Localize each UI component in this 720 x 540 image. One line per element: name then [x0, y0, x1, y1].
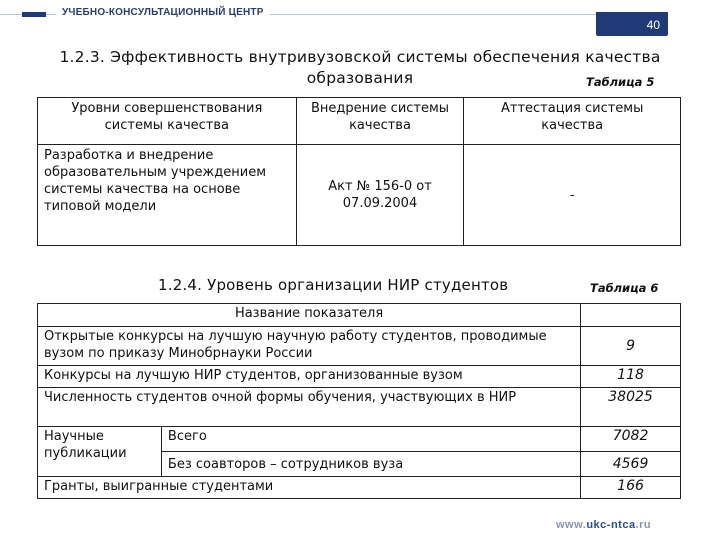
table5-cell-level: Разработка и внедрение образовательным учреждением системы качества на основе типовой модели [38, 145, 297, 246]
table6-label: Таблица 6 [590, 281, 659, 295]
table5-header-row [38, 98, 681, 145]
table5-header-levels: Уровни совершенствования системы качества [38, 98, 297, 145]
org-name: УЧЕБНО-КОНСУЛЬТАЦИОННЫЙ ЦЕНТР [56, 7, 270, 18]
indicator-value: 118 [581, 366, 681, 388]
section2-title: 1.2.4. Уровень организации НИР студентов [158, 276, 509, 294]
table-6 [37, 303, 681, 499]
header-accent-bar [22, 12, 46, 17]
header [0, 0, 720, 40]
indicator-value: 9 [581, 327, 681, 366]
section1-title-line2: образования [306, 69, 414, 87]
indicator-label: Численность студентов очной формы обучения, участвующих в НИР [38, 388, 581, 427]
publications-label: Научные публикации [38, 427, 162, 477]
table-row [38, 327, 681, 366]
footer-url-accent: ukc-ntca [586, 519, 636, 531]
table6-header: Название показателя [38, 304, 581, 327]
publications-no-coauthors-value: 4569 [581, 452, 681, 477]
publications-no-coauthors-label: Без соавторов – сотрудников вуза [161, 452, 580, 477]
section1-title-line1: 1.2.3. Эффективность внутривузовской системы обеспечения качества [59, 48, 661, 66]
footer-url-suffix: .ru [635, 519, 652, 531]
footer-url[interactable] [556, 519, 651, 531]
publications-total-label: Всего [161, 427, 580, 452]
table-5 [37, 97, 681, 246]
table5-row [38, 145, 681, 246]
table6-header-row [38, 304, 681, 327]
table5-label: Таблица 5 [586, 75, 655, 89]
page-number: 40 [596, 12, 668, 36]
table-row [38, 427, 681, 452]
indicator-label: Конкурсы на лучшую НИР студентов, организованные вузом [38, 366, 581, 388]
publications-total-value: 7082 [581, 427, 681, 452]
indicator-value: 38025 [581, 388, 681, 427]
table5-header-implementation: Внедрение системы качества [296, 98, 464, 145]
table-row [38, 477, 681, 499]
table6-header-empty [581, 304, 681, 327]
table5-header-attestation: Аттестация системы качества [464, 98, 681, 145]
table-row [38, 366, 681, 388]
grants-value: 166 [581, 477, 681, 499]
table5-cell-implementation: Акт № 156-0 от 07.09.2004 [296, 145, 464, 246]
footer-url-prefix: www. [556, 519, 587, 531]
table-row [38, 388, 681, 427]
grants-label: Гранты, выигранные студентами [38, 477, 581, 499]
indicator-label: Открытые конкурсы на лучшую научную работу студентов, проводимые вузом по приказу Минобрнауки России [38, 327, 581, 366]
table5-cell-attestation: - [464, 145, 681, 246]
